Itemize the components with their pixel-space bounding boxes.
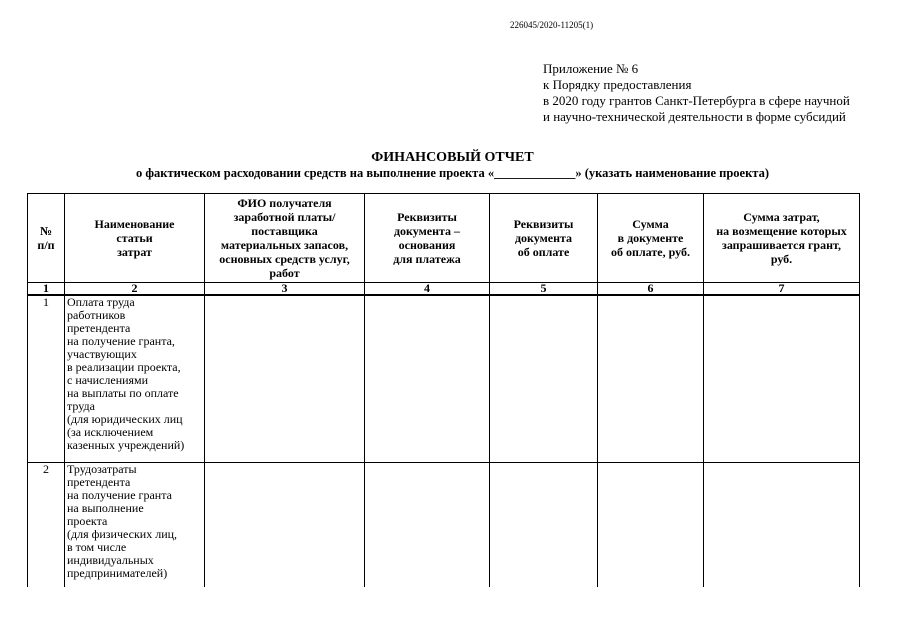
empty-cell	[205, 463, 365, 588]
row-number: 2	[28, 463, 65, 588]
header-col-item: Наименование статьи затрат	[65, 194, 205, 283]
empty-cell	[365, 295, 490, 463]
appendix-line: в 2020 году грантов Санкт-Петербурга в сфере научной	[543, 93, 850, 108]
appendix-line: и научно-технической деятельности в форме субсидий	[543, 109, 846, 124]
financial-report-table	[27, 193, 860, 587]
header-col-grant-sum: Сумма затрат, на возмещение которых запрашивается грант, руб.	[704, 194, 860, 283]
header-col-number: № п/п	[28, 194, 65, 283]
header-col-recipient: ФИО получателя заработной платы/ поставщика материальных запасов, основных средств услуг, работ	[205, 194, 365, 283]
header-col-payment-document: Реквизиты документа об оплате	[490, 194, 598, 283]
column-number: 1	[28, 283, 65, 296]
report-title: ФИНАНСОВЫЙ ОТЧЕТ	[371, 150, 534, 165]
empty-cell	[490, 463, 598, 588]
column-number: 7	[704, 283, 860, 296]
document-id: 226045/2020-11205(1)	[510, 20, 594, 30]
column-number: 3	[205, 283, 365, 296]
cost-item-cell: Трудозатраты претендента на получение гранта на выполнение проекта (для физических лиц, в том числе индивидуальных предпринимателей)	[65, 463, 205, 588]
table-row	[28, 295, 860, 463]
empty-cell	[490, 295, 598, 463]
table-row	[28, 463, 860, 588]
appendix-note	[543, 61, 850, 125]
row-number: 1	[28, 295, 65, 463]
column-number: 2	[65, 283, 205, 296]
column-number-row	[28, 283, 860, 296]
cost-item-cell: Оплата труда работников претендента на получение гранта, участвующих в реализации проекта, с начислениями на выплаты по оплате труда (для юридических лиц (за исключением казенных учреждений)	[65, 295, 205, 463]
report-subtitle: о фактическом расходовании средств на выполнение проекта «_____________» (указать наименование проекта)	[135, 166, 770, 180]
header-col-basis-document: Реквизиты документа – основания для платежа	[365, 194, 490, 283]
appendix-line: Приложение № 6	[543, 61, 639, 76]
empty-cell	[205, 295, 365, 463]
column-number: 5	[490, 283, 598, 296]
empty-cell	[365, 463, 490, 588]
header-row	[28, 194, 860, 283]
column-number: 6	[598, 283, 704, 296]
header-col-document-sum: Сумма в документе об оплате, руб.	[598, 194, 704, 283]
appendix-line: к Порядку предоставления	[543, 77, 692, 92]
empty-cell	[598, 295, 704, 463]
column-number: 4	[365, 283, 490, 296]
empty-cell	[704, 463, 860, 588]
empty-cell	[598, 463, 704, 588]
empty-cell	[704, 295, 860, 463]
